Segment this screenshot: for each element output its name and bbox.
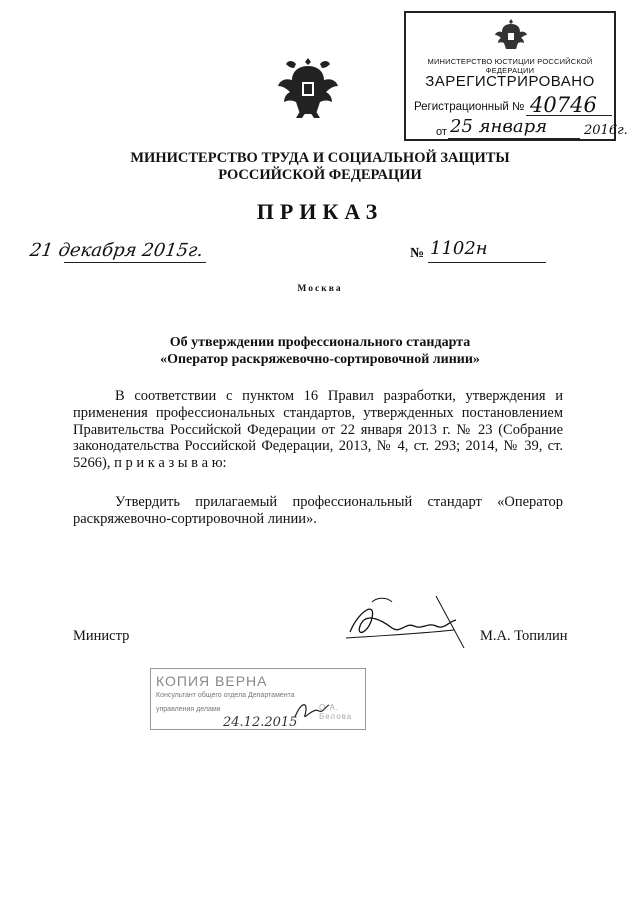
order-date-underline — [64, 262, 206, 263]
order-title-line-2: «Оператор раскряжевочно-сортировочной линии» — [160, 352, 480, 367]
stamp-reg-label: Регистрационный № — [414, 101, 525, 113]
order-number-label: № — [410, 246, 425, 261]
minister-position: Министр — [73, 628, 130, 644]
stamp-reg-number: 40746 — [530, 93, 597, 117]
copy-stamp-date: 24.12.2015 — [223, 715, 298, 730]
order-date-handwritten: 21 декабря 2015г. — [28, 240, 205, 261]
copy-stamp-department: управления делами — [156, 706, 221, 713]
copy-certified-stamp — [150, 668, 366, 730]
order-title-line-1: Об утверждении профессионального стандарта — [169, 335, 471, 350]
paragraph-basis: В соответствии с пунктом 16 Правил разработки, утверждения и применения профессиональных стандартов, утвержденных постановлением Правительства Российской Федерации от 22 января 2013 г. № 23 (Собрание законодательства Российской Федерации, 2013, № 4, ст. 293; 2014, № 39, ст. 5266), п р и к а з ы в а ю: — [73, 388, 563, 472]
city-label: Москва — [297, 284, 343, 294]
stamp-ministry-text: МИНИСТЕРСТВО ЮСТИЦИИ РОССИЙСКОЙ ФЕДЕРАЦИИ — [427, 57, 593, 75]
ministry-line-1: МИНИСТЕРСТВО ТРУДА И СОЦИАЛЬНОЙ ЗАЩИТЫ — [130, 150, 510, 166]
stamp-date-handwritten: 25 января — [450, 116, 548, 137]
stamp-registered-text: ЗАРЕГИСТРИРОВАНО — [425, 73, 595, 90]
ministry-line-2: РОССИЙСКОЙ ФЕДЕРАЦИИ — [218, 167, 422, 183]
stamp-year: 2016г. — [584, 123, 628, 138]
stamp-emblem-icon — [494, 17, 528, 55]
document-type-title: ПРИКАЗ — [256, 199, 384, 224]
stamp-date-underline — [448, 138, 580, 139]
order-number-underline — [428, 262, 546, 263]
minister-signature — [336, 592, 476, 650]
paragraph-approve: Утвердить прилагаемый профессиональный стандарт «Оператор раскряжевочно-сортировочной линии». — [73, 494, 563, 527]
copy-stamp-position: Консультант общего отдела Департамента — [156, 692, 295, 699]
coat-of-arms-emblem — [276, 52, 340, 122]
minister-name: М.А. Топилин — [480, 628, 568, 644]
stamp-date-prefix: от — [436, 126, 447, 138]
copy-stamp-title: КОПИЯ ВЕРНА — [156, 673, 268, 689]
order-number-handwritten: 1102н — [430, 238, 488, 259]
ministry-heading — [0, 150, 640, 184]
order-title — [0, 334, 640, 368]
registration-stamp — [404, 11, 628, 141]
copy-stamp-faded-name: О.А. Белова — [319, 703, 353, 721]
